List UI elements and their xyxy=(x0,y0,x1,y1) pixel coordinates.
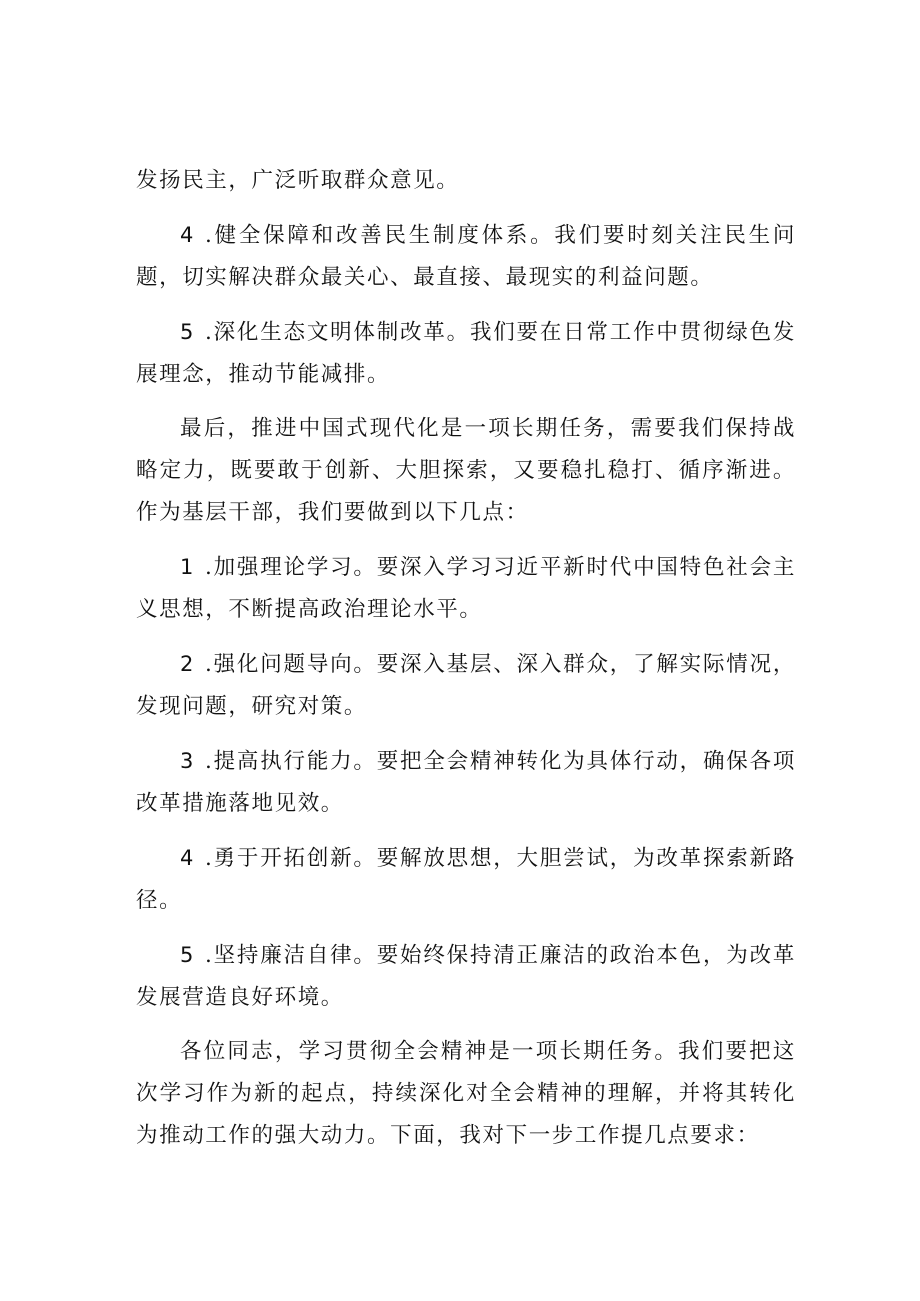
paragraph-item-5-integrity xyxy=(136,934,796,1019)
paragraph-text: .健全保障和改善民生制度体系。我们要时刻关注民生问题，切实解决群众最关心、最直接、最现实的利益问题。 xyxy=(136,223,796,290)
item-number: 4 xyxy=(180,846,195,870)
paragraph-item-4-innovation xyxy=(136,837,796,922)
paragraph-text: .加强理论学习。要深入学习习近平新时代中国特色社会主义思想，不断提高政治理论水平。 xyxy=(136,555,796,622)
item-number: 1 xyxy=(180,555,195,579)
paragraph-text: .提高执行能力。要把全会精神转化为具体行动，确保各项改革措施落地见效。 xyxy=(136,749,796,816)
item-number: 4 xyxy=(180,223,195,247)
document-body xyxy=(136,160,796,1169)
paragraph-item-2-problems xyxy=(136,643,796,728)
paragraph-item-5-ecology xyxy=(136,311,796,396)
paragraph-text: .深化生态文明体制改革。我们要在日常工作中贯彻绿色发展理念，推动节能减排。 xyxy=(136,320,796,387)
paragraph-text: 最后，推进中国式现代化是一项长期任务，需要我们保持战略定力，既要敢于创新、大胆探索，又要稳扎稳打、循序渐进。作为基层干部，我们要做到以下几点： xyxy=(136,416,796,525)
paragraph-item-4-welfare xyxy=(136,214,796,299)
paragraph-text: .勇于开拓创新。要解放思想，大胆尝试，为改革探索新路径。 xyxy=(136,846,796,913)
paragraph-item-3-execution xyxy=(136,740,796,825)
paragraph-text: .坚持廉洁自律。要始终保持清正廉洁的政治本色，为改革发展营造良好环境。 xyxy=(136,943,796,1010)
item-number: 5 xyxy=(180,320,195,344)
item-number: 2 xyxy=(180,652,195,676)
paragraph-text: 各位同志，学习贯彻全会精神是一项长期任务。我们要把这次学习作为新的起点，持续深化对全会精神的理解，并将其转化为推动工作的强大动力。下面，我对下一步工作提几点要求： xyxy=(136,1039,796,1148)
item-number: 5 xyxy=(180,943,195,967)
paragraph-comrades xyxy=(136,1031,796,1157)
paragraph-item-1-theory xyxy=(136,546,796,631)
paragraph-text: .强化问题导向。要深入基层、深入群众，了解实际情况，发现问题，研究对策。 xyxy=(136,652,796,719)
paragraph-text: 发扬民主，广泛听取群众意见。 xyxy=(136,168,460,193)
paragraph-finally xyxy=(136,408,796,534)
paragraph-continuation xyxy=(136,160,796,202)
item-number: 3 xyxy=(180,749,195,773)
